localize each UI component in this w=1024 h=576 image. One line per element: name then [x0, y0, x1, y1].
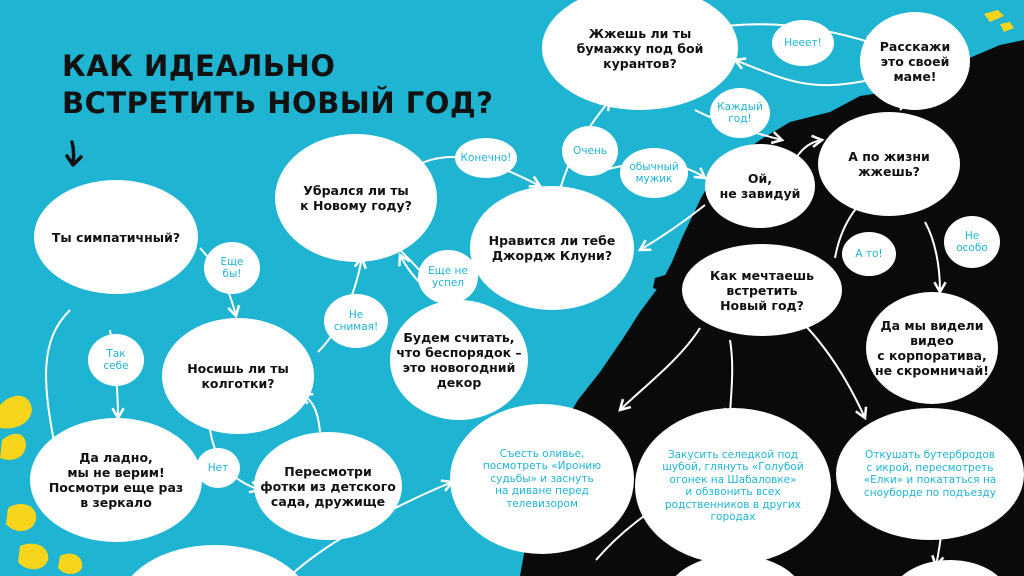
node-text: Нравится ли тебе Джордж Клуни?: [488, 233, 616, 263]
label-text: Нееет!: [784, 37, 822, 49]
label-text: Не снимая!: [333, 309, 379, 333]
node-mess: [390, 300, 528, 420]
node-burn-life: [818, 112, 960, 216]
node-text: Откушать бутербродов с икрой, пересмотреть «Елки» и покататься на сноуборде по подъезду: [863, 449, 997, 499]
label-ne-osobo: [944, 216, 1000, 268]
label-text: Так себе: [103, 348, 129, 372]
node-text: Закусить селедкой под шубой, глянуть «Голубой огонек на Шабаловке» и обзвонить всех родственников в других городах: [662, 448, 804, 523]
label-konechno: [455, 138, 517, 178]
label-text: Конечно!: [460, 152, 512, 164]
label-tak-sebe: [88, 334, 144, 386]
node-text: Да мы видели видео с корпоратива, не скромничай!: [875, 318, 989, 378]
label-text: Очень: [573, 145, 607, 157]
node-text: Убрался ли ты к Новому году?: [300, 183, 412, 213]
node-dream: [682, 244, 842, 336]
label-net: [196, 448, 240, 488]
node-text: Будем считать, что беспорядок – это новогодний декор: [396, 330, 522, 390]
label-text: Еще бы!: [220, 256, 244, 280]
node-video: [866, 292, 998, 404]
node-text: Да ладно, мы не верим! Посмотри еще раз в зеркало: [48, 450, 184, 510]
node-tell-mom: [860, 12, 970, 110]
node-dont-believe: [30, 418, 202, 542]
page-title: КАК ИДЕАЛЬНО ВСТРЕТИТЬ НОВЫЙ ГОД?: [62, 49, 494, 120]
label-kazhdy-god: [710, 88, 770, 138]
node-sympathetic: [34, 180, 198, 294]
label-ne-snimaya: [324, 294, 388, 348]
node-tights: [162, 318, 314, 434]
label-ochen: [562, 126, 618, 176]
label-eshe-by: [204, 242, 260, 294]
node-kindergarten: [254, 432, 402, 540]
label-text: обычный мужик: [629, 161, 679, 185]
label-obychny: [620, 148, 688, 198]
node-text: Как мечтаешь встретить Новый год?: [709, 267, 815, 313]
node-text: Ты симпатичный?: [51, 229, 181, 245]
node-clooney: [470, 186, 634, 310]
node-text: Съесть оливье, посмотреть «Иронию судьбы» и заснуть на диване перед телевизором: [482, 447, 602, 510]
label-eshe-ne: [418, 250, 478, 304]
label-text: Нет: [207, 462, 229, 474]
node-herring: [635, 408, 831, 564]
node-text: Ой, не завидуй: [719, 171, 801, 201]
label-a-to: [842, 232, 896, 276]
node-oy: [705, 144, 815, 228]
node-text: А по жизни жжешь?: [848, 149, 930, 179]
label-text: Каждый год!: [717, 101, 763, 125]
label-text: Еще не успел: [428, 265, 468, 289]
label-neeet: [772, 20, 834, 66]
start-arrow-icon: [64, 140, 86, 168]
node-text: Носишь ли ты колготки?: [187, 361, 289, 391]
node-text: Расскажи это своей маме!: [879, 38, 951, 84]
node-text: Жжешь ли ты бумажку под бой курантов?: [576, 25, 704, 71]
partial-node: [120, 545, 310, 576]
node-text: Пересмотри фотки из детского сада, дружище: [260, 463, 396, 509]
node-caviar: [836, 408, 1024, 540]
label-text: А то!: [855, 248, 883, 260]
node-cleaned: [275, 134, 437, 262]
label-text: Не особо: [956, 230, 988, 254]
node-olivier: [450, 404, 634, 554]
